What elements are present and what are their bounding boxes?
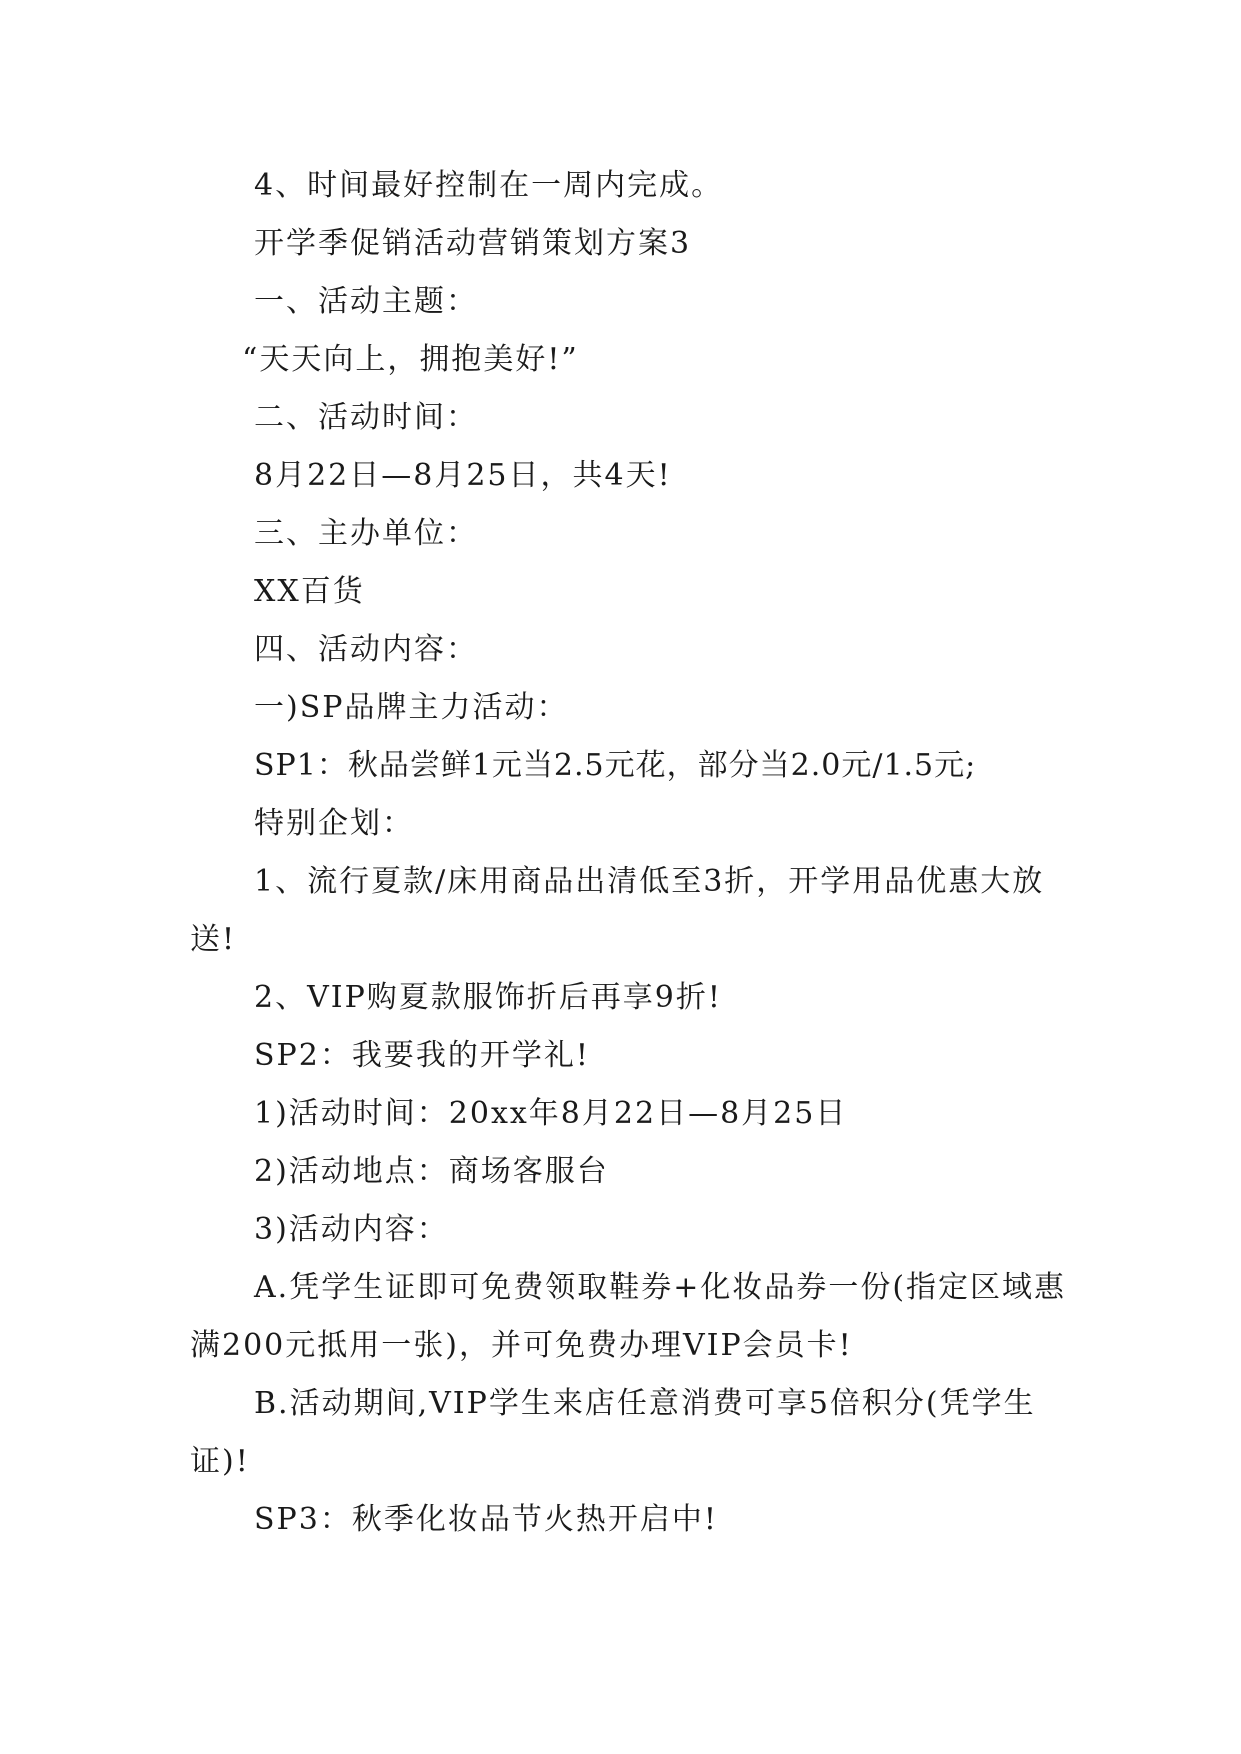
text-line: 2)活动地点：商场客服台 bbox=[254, 1154, 609, 1189]
heading-time: 二、活动时间： bbox=[254, 400, 478, 435]
text-paragraph: A.凭学生证即可免费领取鞋券+化妆品券一份(指定区域惠满200元抵用一张)，并可免费办理VIP会员卡! bbox=[190, 1270, 1067, 1363]
text-line: 特别企划： bbox=[254, 806, 414, 841]
heading-content: 四、活动内容： bbox=[254, 632, 478, 667]
subheading-sp: 一)SP品牌主力活动： bbox=[254, 690, 569, 725]
text-paragraph: 1、流行夏款/床用商品出清低至3折，开学用品优惠大放送! bbox=[190, 864, 1045, 957]
theme-slogan: “天天向上，拥抱美好!” bbox=[242, 342, 579, 377]
text-line: 3)活动内容： bbox=[254, 1212, 449, 1247]
text-line: SP1：秋品尝鲜1元当2.5元花，部分当2.0元/1.5元; bbox=[254, 748, 977, 783]
text-line: 2、VIP购夏款服饰折后再享9折! bbox=[254, 980, 722, 1015]
document-body bbox=[190, 157, 1070, 1549]
text-line: 4、时间最好控制在一周内完成。 bbox=[254, 168, 724, 203]
text-line: SP2：我要我的开学礼! bbox=[254, 1038, 590, 1073]
text-line: SP3：秋季化妆品节火热开启中! bbox=[254, 1502, 718, 1537]
text-line: 1)活动时间：20xx年8月22日—8月25日 bbox=[254, 1096, 848, 1131]
organizer-value: XX百货 bbox=[254, 574, 365, 609]
text-paragraph: B.活动期间,VIP学生来店任意消费可享5倍积分(凭学生证)! bbox=[190, 1386, 1036, 1479]
heading-organizer: 三、主办单位： bbox=[254, 516, 478, 551]
heading-theme: 一、活动主题： bbox=[254, 284, 478, 319]
section-title: 开学季促销活动营销策划方案3 bbox=[254, 226, 692, 261]
time-value: 8月22日—8月25日，共4天! bbox=[254, 458, 672, 493]
